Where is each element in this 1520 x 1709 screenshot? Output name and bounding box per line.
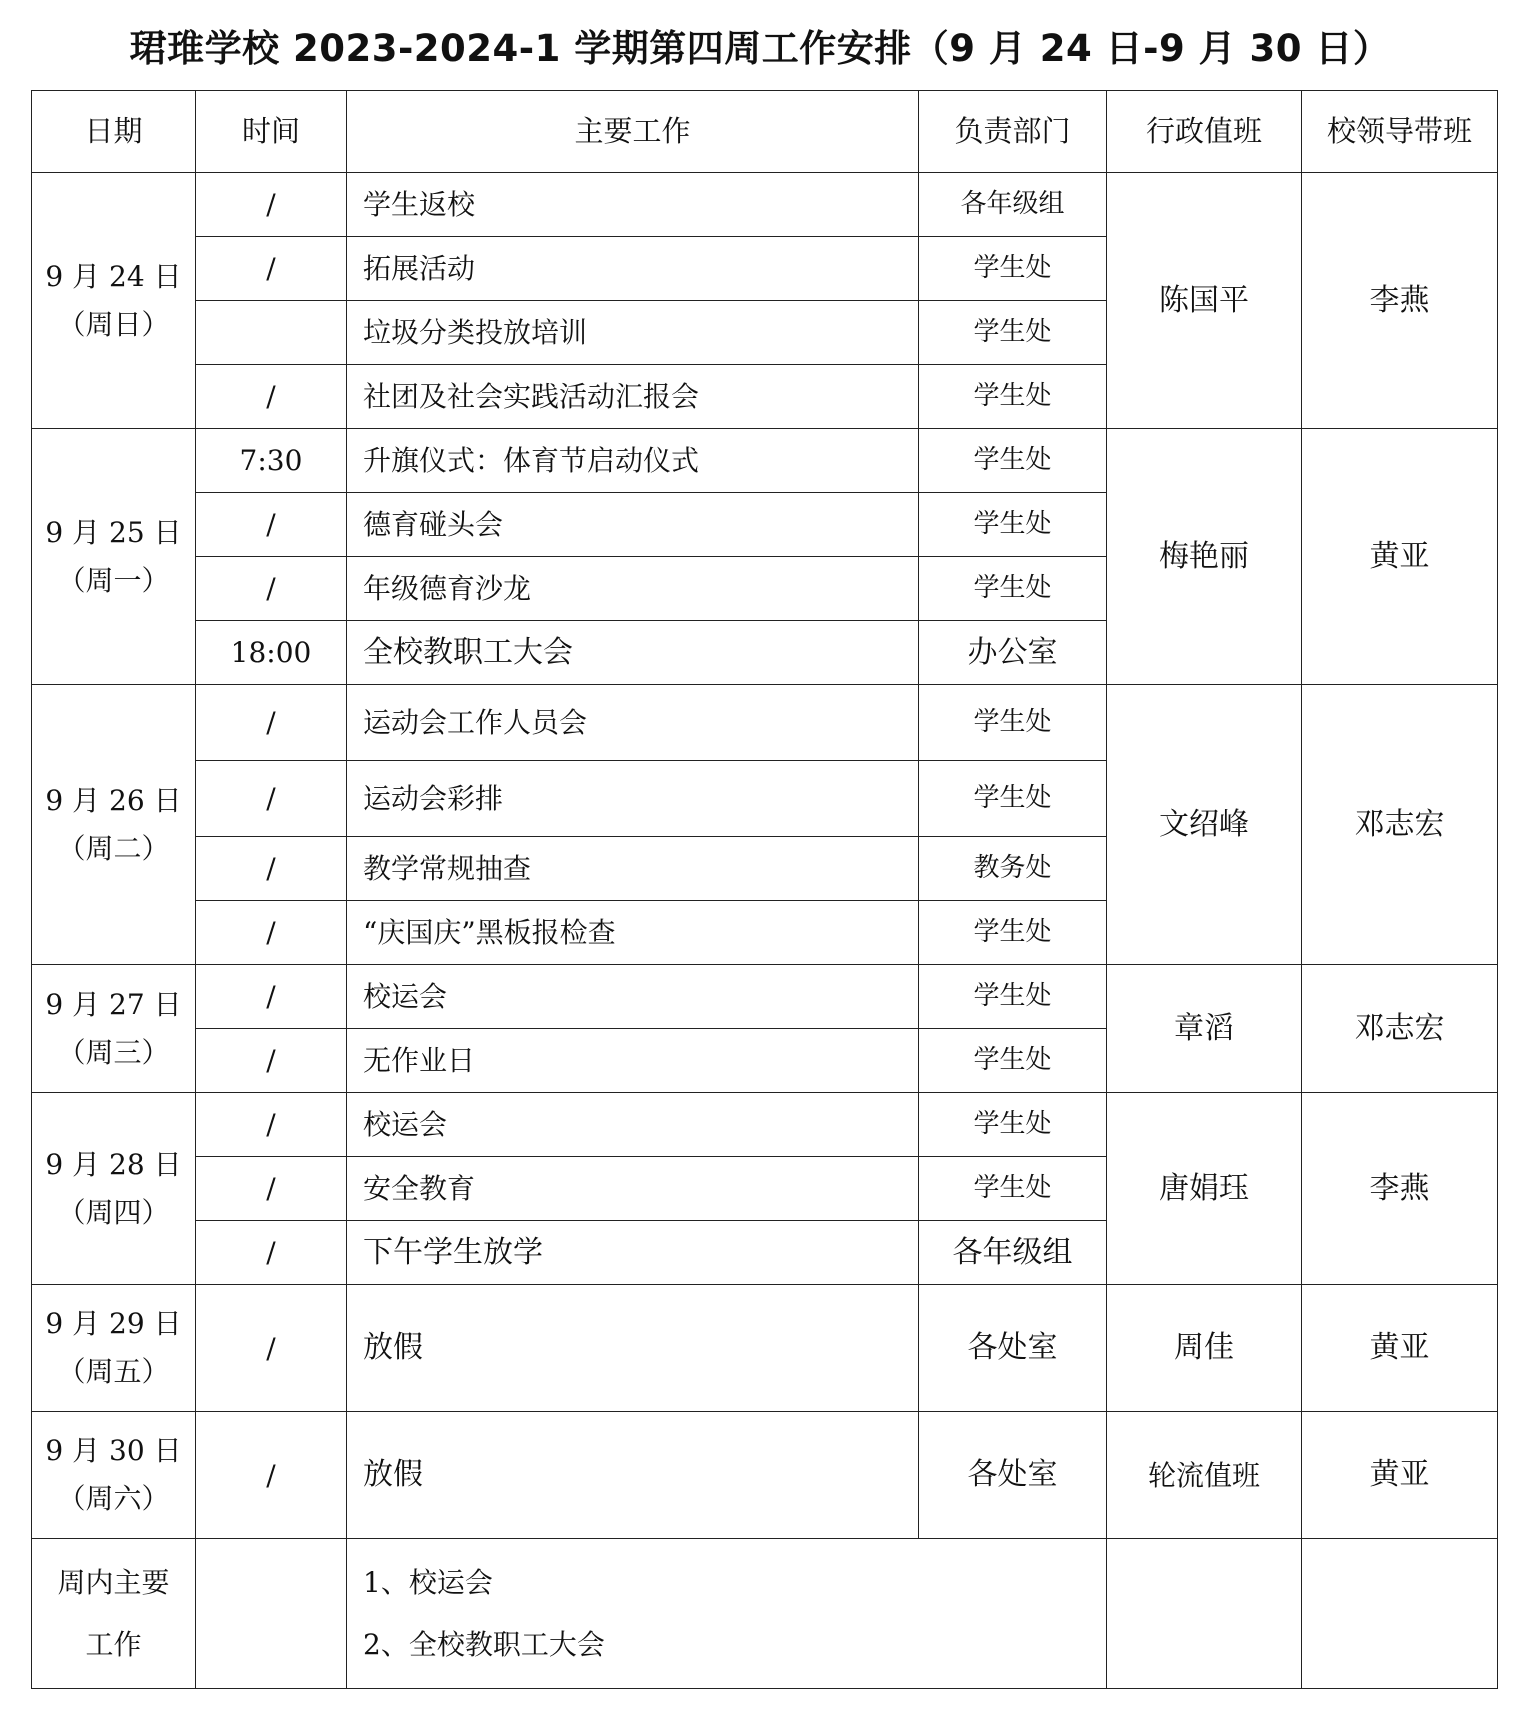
duty-cell: 章滔 xyxy=(1107,965,1302,1093)
work-cell: 教学常规抽查 xyxy=(347,837,919,901)
weekday-text: （周四） xyxy=(57,1195,170,1229)
time-cell: / xyxy=(196,557,347,621)
dept-cell: 学生处 xyxy=(919,493,1107,557)
work-cell: 社团及社会实践活动汇报会 xyxy=(347,365,919,429)
dept-cell: 各年级组 xyxy=(919,173,1107,237)
time-cell: 18:00 xyxy=(196,621,347,685)
time-cell: / xyxy=(196,1412,347,1539)
dept-cell: 教务处 xyxy=(919,837,1107,901)
header-work: 主要工作 xyxy=(347,91,919,173)
weekday-text: （周六） xyxy=(57,1482,170,1515)
date-text: 9 月 28 日 xyxy=(45,1147,182,1181)
work-cell: 垃圾分类投放培训 xyxy=(347,301,919,365)
time-cell: / xyxy=(196,1221,347,1285)
duty-cell: 文绍峰 xyxy=(1107,685,1302,965)
dept-cell: 学生处 xyxy=(919,1157,1107,1221)
summary-row xyxy=(32,1539,1498,1689)
date-cell xyxy=(32,1285,196,1412)
date-text: 9 月 25 日 xyxy=(45,515,182,549)
work-cell: 放假 xyxy=(347,1285,919,1412)
time-cell: / xyxy=(196,685,347,761)
time-cell xyxy=(196,301,347,365)
date-cell xyxy=(32,685,196,965)
time-cell: / xyxy=(196,1093,347,1157)
work-cell: 校运会 xyxy=(347,965,919,1029)
page-title: 珺琟学校 2023-2024-1 学期第四周工作安排（9 月 24 日-9 月 30 日） xyxy=(129,27,1391,70)
lead-cell: 邓志宏 xyxy=(1302,685,1498,965)
dept-cell: 学生处 xyxy=(919,965,1107,1029)
duty-cell: 陈国平 xyxy=(1107,173,1302,429)
work-cell: 全校教职工大会 xyxy=(347,621,919,685)
summary-work-cell xyxy=(347,1539,1107,1689)
date-cell xyxy=(32,173,196,429)
work-cell: 无作业日 xyxy=(347,1029,919,1093)
work-cell: 放假 xyxy=(347,1412,919,1539)
work-cell: 校运会 xyxy=(347,1093,919,1157)
header-time: 时间 xyxy=(196,91,347,173)
weekday-text: （周二） xyxy=(57,831,170,865)
time-cell: / xyxy=(196,1029,347,1093)
dept-cell: 学生处 xyxy=(919,685,1107,761)
time-cell: / xyxy=(196,965,347,1029)
dept-cell: 学生处 xyxy=(919,301,1107,365)
time-cell: / xyxy=(196,365,347,429)
date-cell xyxy=(32,1412,196,1539)
duty-cell: 轮流值班 xyxy=(1107,1412,1302,1539)
date-text: 9 月 24 日 xyxy=(45,259,182,293)
table-row xyxy=(32,685,1498,761)
summary-label-cell xyxy=(32,1539,196,1689)
time-cell: / xyxy=(196,1157,347,1221)
dept-cell: 各处室 xyxy=(919,1412,1107,1539)
work-cell: 升旗仪式：体育节启动仪式 xyxy=(347,429,919,493)
schedule-table xyxy=(31,90,1498,1689)
time-cell: / xyxy=(196,173,347,237)
summary-duty-cell xyxy=(1107,1539,1302,1689)
work-cell: 安全教育 xyxy=(347,1157,919,1221)
date-text: 9 月 30 日 xyxy=(45,1434,182,1468)
duty-cell: 梅艳丽 xyxy=(1107,429,1302,685)
time-cell: / xyxy=(196,837,347,901)
duty-cell: 唐娟珏 xyxy=(1107,1093,1302,1285)
dept-cell: 学生处 xyxy=(919,365,1107,429)
lead-cell: 邓志宏 xyxy=(1302,965,1498,1093)
work-cell: “庆国庆”黑板报检查 xyxy=(347,901,919,965)
summary-time-cell xyxy=(196,1539,347,1689)
lead-cell: 黄亚 xyxy=(1302,1412,1498,1539)
work-cell: 运动会彩排 xyxy=(347,761,919,837)
work-cell: 学生返校 xyxy=(347,173,919,237)
summary-lead-cell xyxy=(1302,1539,1498,1689)
date-cell xyxy=(32,429,196,685)
lead-cell: 黄亚 xyxy=(1302,429,1498,685)
weekday-text: （周日） xyxy=(57,307,170,341)
work-cell: 运动会工作人员会 xyxy=(347,685,919,761)
header-date: 日期 xyxy=(32,91,196,173)
dept-cell: 学生处 xyxy=(919,557,1107,621)
date-text: 9 月 26 日 xyxy=(45,783,182,817)
weekday-text: （周五） xyxy=(57,1355,170,1388)
dept-cell: 各处室 xyxy=(919,1285,1107,1412)
header-duty: 行政值班 xyxy=(1107,91,1302,173)
work-cell: 拓展活动 xyxy=(347,237,919,301)
table-row xyxy=(32,1412,1498,1539)
time-cell: / xyxy=(196,237,347,301)
summary-item: 2、全校教职工大会 xyxy=(363,1627,605,1661)
dept-cell: 学生处 xyxy=(919,1029,1107,1093)
table-row xyxy=(32,1285,1498,1412)
table-row xyxy=(32,1093,1498,1157)
dept-cell: 学生处 xyxy=(919,761,1107,837)
date-cell xyxy=(32,965,196,1093)
summary-label-line1: 周内主要 xyxy=(57,1565,170,1599)
lead-cell: 黄亚 xyxy=(1302,1285,1498,1412)
time-cell: 7:30 xyxy=(196,429,347,493)
dept-cell: 学生处 xyxy=(919,237,1107,301)
weekday-text: （周三） xyxy=(57,1035,170,1069)
table-row xyxy=(32,429,1498,493)
dept-cell: 学生处 xyxy=(919,901,1107,965)
date-text: 9 月 27 日 xyxy=(45,987,182,1021)
dept-cell: 办公室 xyxy=(919,621,1107,685)
header-lead: 校领导带班 xyxy=(1302,91,1498,173)
header-dept: 负责部门 xyxy=(919,91,1107,173)
weekday-text: （周一） xyxy=(57,563,170,597)
table-row xyxy=(32,173,1498,237)
time-cell: / xyxy=(196,1285,347,1412)
date-text: 9 月 29 日 xyxy=(45,1307,182,1341)
header-row xyxy=(32,91,1498,173)
work-cell: 德育碰头会 xyxy=(347,493,919,557)
lead-cell: 李燕 xyxy=(1302,173,1498,429)
work-cell: 年级德育沙龙 xyxy=(347,557,919,621)
summary-label-line2: 工作 xyxy=(85,1627,142,1661)
work-cell: 下午学生放学 xyxy=(347,1221,919,1285)
summary-item: 1、校运会 xyxy=(363,1565,493,1599)
dept-cell: 各年级组 xyxy=(919,1221,1107,1285)
lead-cell: 李燕 xyxy=(1302,1093,1498,1285)
duty-cell: 周佳 xyxy=(1107,1285,1302,1412)
time-cell: / xyxy=(196,493,347,557)
time-cell: / xyxy=(196,901,347,965)
dept-cell: 学生处 xyxy=(919,1093,1107,1157)
time-cell: / xyxy=(196,761,347,837)
table-row xyxy=(32,965,1498,1029)
date-cell xyxy=(32,1093,196,1285)
dept-cell: 学生处 xyxy=(919,429,1107,493)
